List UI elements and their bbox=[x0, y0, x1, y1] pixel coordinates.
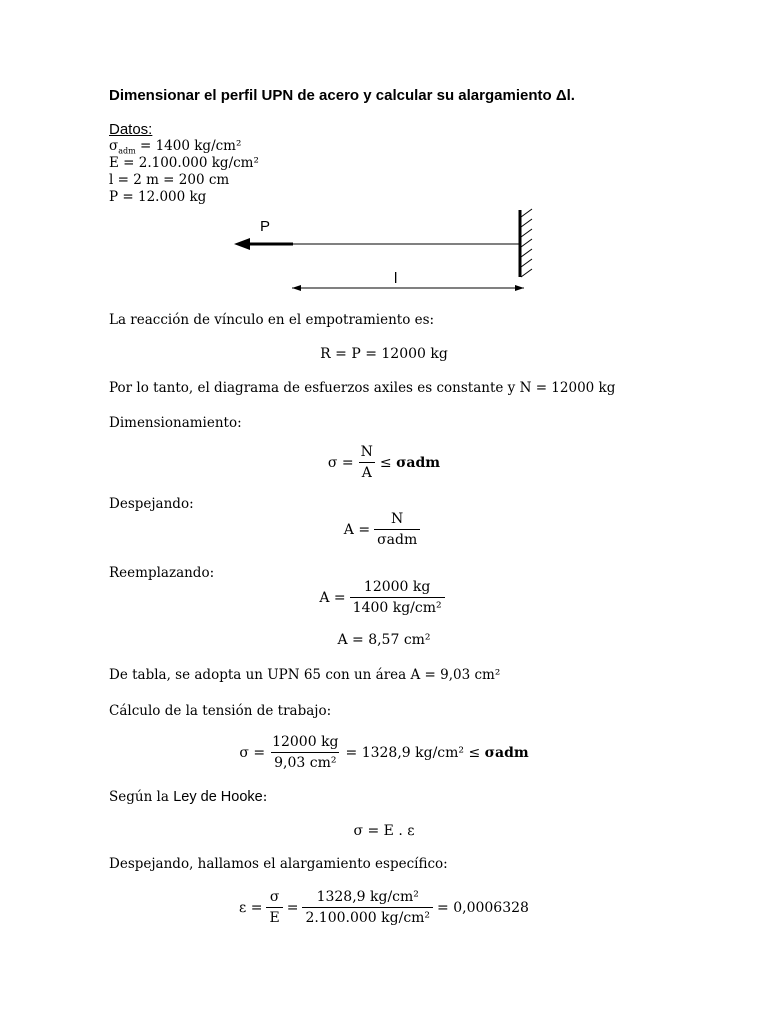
length-arrow-left bbox=[292, 285, 301, 291]
eq3-num: 12000 kg bbox=[363, 579, 431, 595]
length-arrow-right bbox=[515, 285, 524, 291]
page-title: Dimensionar el perfil UPN de acero y calcular su alargamiento Δl. bbox=[109, 87, 575, 104]
calculo-text: Cálculo de la tensión de trabajo: bbox=[109, 703, 332, 719]
eq2-fraction bbox=[374, 511, 420, 548]
eq7-num2: 1328,9 kg/cm² bbox=[316, 889, 419, 905]
eq1-rhs: ≤ bbox=[379, 454, 392, 471]
eq1-fraction bbox=[358, 444, 376, 481]
length-label: l bbox=[394, 270, 398, 287]
sigma-subscript: adm bbox=[118, 146, 136, 156]
reemplazando-text: Reemplazando: bbox=[109, 565, 215, 581]
eq1-bold: σadm bbox=[396, 454, 441, 471]
eq3-den: 1400 kg/cm² bbox=[350, 597, 445, 616]
eq-hooke bbox=[0, 823, 768, 839]
eq-sigma-n-a bbox=[0, 444, 768, 481]
eq1-num: N bbox=[360, 444, 373, 460]
eq-reaction bbox=[0, 346, 768, 362]
eq-reaction-text: R = P = 12000 kg bbox=[320, 346, 448, 362]
segun-pre: Según la bbox=[109, 789, 174, 805]
reaccion-text: La reacción de vínculo en el empotramiento es: bbox=[109, 312, 435, 328]
eq2-num: N bbox=[391, 511, 404, 527]
eq7-den1: E bbox=[266, 907, 282, 926]
eq5-lhs: σ = bbox=[239, 744, 266, 761]
eq1-den: A bbox=[359, 462, 375, 481]
segun-post: : bbox=[262, 789, 268, 805]
eq-a-n-sigma bbox=[0, 511, 768, 548]
eq7-num1: σ bbox=[269, 889, 280, 905]
eq5-num: 12000 kg bbox=[272, 734, 339, 750]
fixed-support-hatching bbox=[521, 209, 532, 277]
eq5-den: 9,03 cm² bbox=[271, 752, 339, 771]
datos-E: E = 2.100.000 kg/cm² bbox=[109, 155, 259, 171]
eq7-lhs: ε = bbox=[239, 899, 263, 916]
sigma-adm-line bbox=[109, 138, 241, 156]
eq2-lhs: A = bbox=[343, 521, 371, 538]
despejando2-text: Despejando, hallamos el alargamiento específico: bbox=[109, 856, 448, 872]
eq3-lhs: A = bbox=[319, 589, 346, 606]
eq5-fraction bbox=[269, 734, 341, 771]
force-arrow-head bbox=[234, 238, 250, 250]
force-label: P bbox=[260, 218, 271, 235]
eq-epsilon bbox=[0, 889, 768, 926]
datos-P: P = 12.000 kg bbox=[109, 189, 207, 205]
beam-diagram bbox=[220, 205, 550, 295]
eq7-fraction1 bbox=[266, 889, 282, 926]
por-lo-tanto-text: Por lo tanto, el diagrama de esfuerzos axiles es constante y N = 12000 kg bbox=[109, 380, 616, 396]
de-tabla-text: De tabla, se adopta un UPN 65 con un área A = 9,03 cm² bbox=[109, 667, 501, 683]
eq5-bold: σadm bbox=[484, 744, 529, 761]
ley-de-hooke: Ley de Hooke bbox=[173, 789, 263, 805]
eq7-fraction2 bbox=[302, 889, 433, 926]
dimensionamiento-text: Dimensionamiento: bbox=[109, 415, 242, 431]
sigma-symbol: σ bbox=[109, 138, 119, 154]
eq3-fraction bbox=[350, 579, 445, 616]
eq5-mid: = 1328,9 kg/cm² ≤ bbox=[345, 744, 481, 761]
eq7-eq: = bbox=[286, 899, 299, 916]
eq7-rhs: = 0,0006328 bbox=[437, 899, 529, 916]
datos-heading: Datos: bbox=[109, 121, 153, 138]
sigma-adm-value: = 1400 kg/cm² bbox=[135, 138, 242, 154]
eq-a-result bbox=[0, 632, 768, 648]
eq-a-values bbox=[0, 579, 768, 616]
datos-l: l = 2 m = 200 cm bbox=[109, 172, 230, 188]
eq2-den: σadm bbox=[374, 529, 420, 548]
eq4-text: A = 8,57 cm² bbox=[337, 632, 431, 648]
eq7-den2: 2.100.000 kg/cm² bbox=[302, 907, 433, 926]
despejando-text: Despejando: bbox=[109, 496, 194, 512]
segun-line bbox=[109, 789, 267, 805]
eq-sigma-work bbox=[0, 734, 768, 771]
eq1-lhs: σ = bbox=[327, 454, 354, 471]
eq6-text: σ = E . ε bbox=[353, 823, 415, 839]
